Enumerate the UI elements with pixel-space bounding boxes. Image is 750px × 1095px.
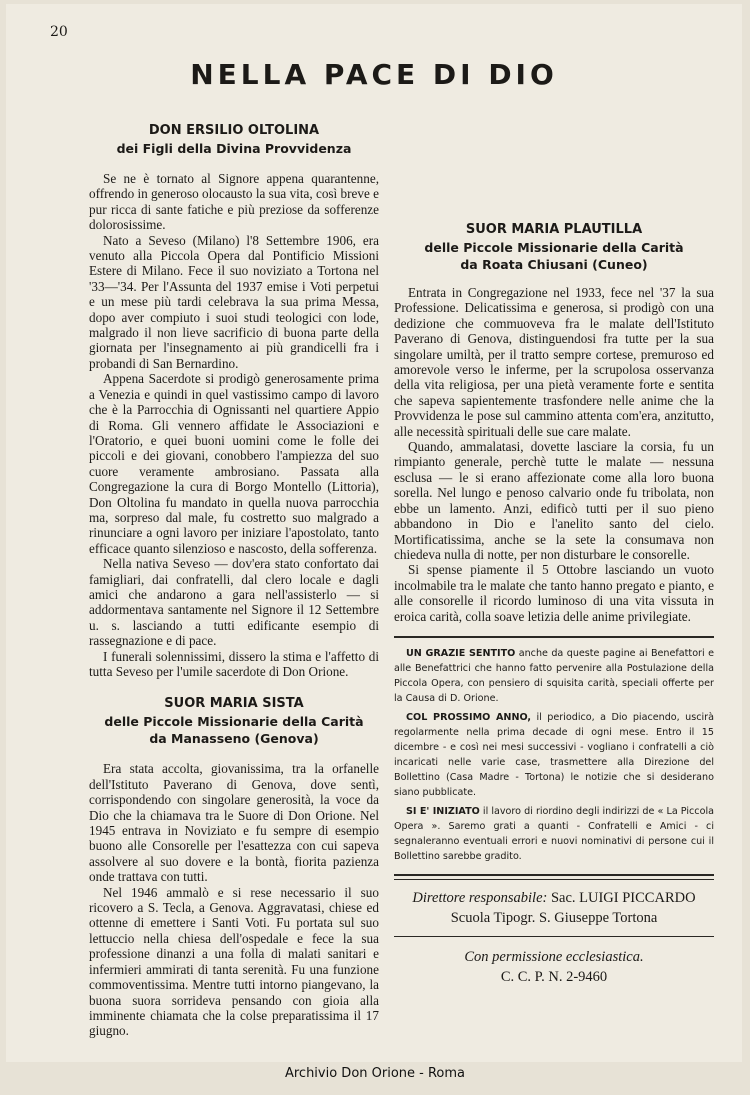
obituary-subtitle: delle Piccole Missionarie della Carità — [104, 714, 364, 730]
obituary-name: DON ERSILIO OLTOLINA — [148, 123, 320, 138]
notice — [394, 804, 714, 864]
director-name: Sac. LUIGI PICCARDO — [550, 889, 696, 906]
paragraph: Nel 1946 ammalò e si rese necessario il suo ricovero a S. Tecla, a Genova. Aggravatasi, chiese ed ottenne di emettere i Santi Voti. Fu portata sul suo lettuccio nella chiesa dell'ospedale e fece la sua professione dinanzi a una folla di malati sanitari e infermieri ammirati di tanta serenità. Fu una funzione commoventissima. Mentre tutti intorno piangevano, la buona suora sorrideva pensando con gioia alla imminente chiamata che la colse preparatissima il 17 giugno. — [89, 884, 379, 1039]
bulletin-page — [6, 4, 742, 1062]
paragraph: Entrata in Congregazione nel 1933, fece nel '37 la sua Professione. Delicatissima e generosa, si prodigò con una dedizione che commuoveva fra le malate dell'Istituto Paverano di Genova, distinguendosi fra tutte per la sua singolare umiltà, per il tratto sempre cortese, premuroso ed amorevole verso le inferme, per la scrupolosa osservanza della vita religiosa, per una pietà veramente forte e sentita che sapeva sapientemente trasfondere nelle anime che la Provvidenza le pose sul cammino attenta com'era, anzitutto, alle necessità spirituali delle sue care malate. — [394, 285, 714, 439]
obituary-name: SUOR MARIA SISTA — [164, 696, 304, 712]
obituary-subtitle: dei Figli della Divina Provvidenza — [116, 141, 352, 156]
paragraph: Nato a Seveso (Milano) l'8 Settembre 1906, era venuto alla Piccola Opera dal Pontificio Missioni Estere di Milano. Fece il suo noviziato a Tortona nel '33—'34. Per l'Assunta del 1937 emise i Voti perpetui e un mese più tardi celebrava la sua prima Messa, dopo aver compiuto i suoi studi teologici con lode, malgrado il non lieve sacrificio di buona parte della giornata per l'insegnamento ai più grandicelli fra i probandi di San Bernardino. — [89, 232, 379, 371]
notice-text: anche da queste pagine ai Benefattori e alle Benefattrici che hanno fatto pervenire alla Postulazione della Piccola Opera, con pensiero di squisita carità, speciali offerte per la Causa di D. Orione. — [394, 647, 714, 704]
obituary-subtitle: da Manasseno (Genova) — [149, 731, 319, 747]
right-column — [394, 107, 714, 987]
paragraph: I funerali solennissimi, dissero la stima e l'affetto di tutta Seveso per l'umile sacerdote di Don Orione. — [89, 648, 379, 679]
notice — [394, 710, 714, 800]
notice — [394, 646, 714, 706]
obituary-subtitle: da Roata Chiusani (Cuneo) — [460, 257, 648, 272]
notice-lead: COL PROSSIMO ANNO, — [406, 711, 532, 723]
page-title: NELLA PACE DI DIO — [190, 58, 558, 91]
obituary-subtitle: delle Piccole Missionarie della Carità — [424, 240, 684, 255]
masthead-credits — [394, 888, 714, 928]
notice-lead: UN GRAZIE SENTITO — [406, 647, 516, 659]
paragraph: Si spense piamente il 5 Ottobre lasciando un vuoto incolmabile tra le malate che tanto hanno pregato e pianto, e alle consorelle il ricordo luminoso di una vita vissuta in eroica carità, colla soave letizia delle anime privilegiate. — [394, 562, 714, 624]
left-column — [89, 118, 379, 1039]
notice-text: il lavoro di riordino degli indirizzi de « La Piccola Opera ». Saremo grati a quanti - Confratelli e Amici - ci segnaleranno eventuali errori e nuovi nominativi di persone cui il Bollettino sarebbe gradito. — [394, 805, 714, 862]
permission-line: Con permissione ecclesiastica. — [464, 948, 644, 965]
paragraph: Se ne è tornato al Signore appena quarantenne, offrendo in generoso olocausto la sua vita, così breve e pur ricca di sante fatiche e più preziose da sofferenze dolorosissime. — [89, 171, 379, 233]
page-number: 20 — [50, 24, 68, 40]
printer-line: Scuola Tipogr. S. Giuseppe Tortona — [450, 909, 658, 926]
notice-lead: SI E' INIZIATO — [406, 805, 480, 817]
paragraph: Nella nativa Seveso — dov'era stato confortato dai famigliari, dai confratelli, dal clero locale e dagli amici che andarono a gara nell'assisterlo — si addormentava santamente nel Signore il 12 Settembre u. s. lasciando a tutti edificante esempio di rassegnazione e di pace. — [89, 556, 379, 649]
notices-box — [394, 646, 714, 864]
archive-footer: Archivio Don Orione - Roma — [284, 1066, 466, 1081]
paragraph: Quando, ammalatasi, dovette lasciare la corsia, fu un rimpianto generale, perchè tutte le malate — nessuna esclusa — le si erano affezionate come alla loro buona sorella. Nel lungo e penoso calvario onde fu tribolata, non ebbe un lamento. Anzi, edificò tutti per il suo pieno abbandono in Dio e l'anelito santo del cielo. Mortificatissima, anche se la sete la consumava non chiedeva nulla di notte, per non disturbare le consorelle. — [394, 439, 714, 562]
director-line — [394, 888, 714, 908]
permission-block — [394, 947, 714, 987]
paragraph: Appena Sacerdote si prodigò generosamente prima a Venezia e quindi in quel vastissimo campo di lavoro che è la Parrocchia di Ognissanti nel quartiere Appio di Roma. Gli vennero affidate le Associazioni e l'Oratorio, e quei buoni uomini come le folle dei piccoli e dei giovani, conobbero l'ampiezza del suo cuore veramente ambrosiano. Passata alla Congregazione la cura di Borgo Montello (Littoria), Don Oltolina fu mandato in quella nuova parrocchia ma, sorpreso dal male, fu costretto suo malgrado a rinunciare a ogni lavoro per iniziare l'apostolato, tanto efficace quanto silenzioso e nascosto, della sofferenza. — [89, 371, 379, 556]
obituary-name: SUOR MARIA PLAUTILLA — [465, 222, 643, 237]
notice-text: il periodico, a Dio piacendo, uscirà regolarmente nella prima decade di ogni mese. Entro il 15 dicembre - e così nei mesi successivi - vogliano i confratelli a ciò incaricati nelle varie case, trasmettere alla Direzione del Bollettino (Casa Madre - Tortona) le notizie che si desiderano siano pubblicate. — [394, 711, 714, 798]
director-label: Direttore responsabile: — [412, 889, 548, 906]
paragraph: Era stata accolta, giovanissima, tra la orfanelle dell'Istituto Paverano di Genova, dove sentì, corrispondendo con singolare generosità, la voce da Dio che la chiamava tra le Suore di Don Orione. Nel 1945 entrava in Noviziato e fu sempre di esempio buono alle Consorelle per l'esattezza con cui sapeva assolvere al suo dovere e la bontà, fiorita pazienza onde trattava con tutti. — [89, 761, 379, 885]
postal-account: C. C. P. N. 2-9460 — [500, 968, 608, 985]
